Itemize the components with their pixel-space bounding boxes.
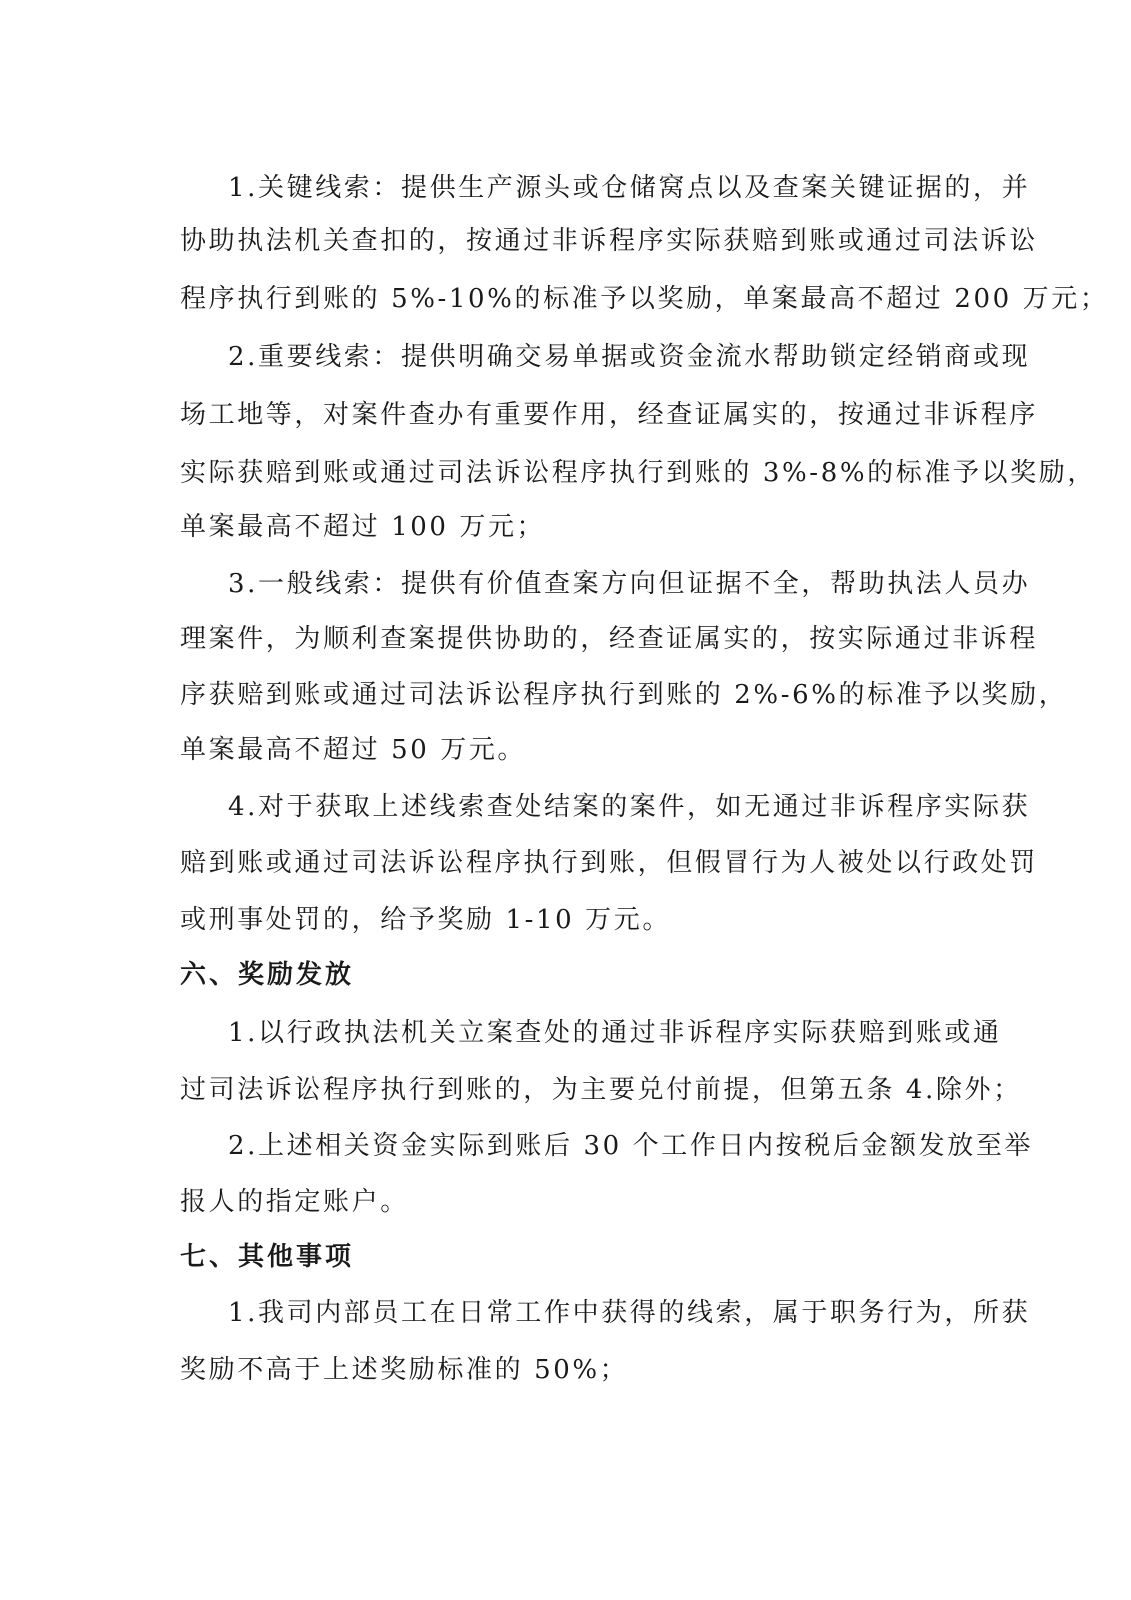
paragraph-line: 实际获赔到账或通过司法诉讼程序执行到账的 3%-8%的标准予以奖励， — [180, 458, 1096, 488]
paragraph-line: 过司法诉讼程序执行到账的，为主要兑付前提，但第五条 4.除外； — [180, 1075, 1022, 1105]
paragraph-line: 2.重要线索：提供明确交易单据或资金流水帮助锁定经销商或现 — [228, 342, 1031, 372]
paragraph-line: 2.上述相关资金实际到账后 30 个工作日内按税后金额发放至举 — [228, 1131, 1034, 1161]
paragraph-line: 报人的指定账户。 — [180, 1187, 409, 1217]
paragraph-line: 程序执行到账的 5%-10%的标准予以奖励，单案最高不超过 200 万元； — [180, 284, 1109, 314]
paragraph-line: 或刑事处罚的，给予奖励 1-10 万元。 — [180, 905, 671, 935]
paragraph-line: 场工地等，对案件查办有重要作用，经查证属实的，按通过非诉程序 — [180, 400, 1039, 430]
paragraph-line: 奖励不高于上述奖励标准的 50%； — [180, 1355, 629, 1385]
section-heading: 六、奖励发放 — [180, 960, 355, 990]
paragraph-line: 3.一般线索：提供有价值查案方向但证据不全，帮助执法人员办 — [228, 569, 1031, 599]
paragraph-line: 1.以行政执法机关立案查处的通过非诉程序实际获赔到账或通 — [228, 1018, 1002, 1048]
paragraph-line: 序获赔到账或通过司法诉讼程序执行到账的 2%-6%的标准予以奖励， — [180, 680, 1068, 710]
paragraph-line: 协助执法机关查扣的，按通过非诉程序实际获赔到账或通过司法诉讼 — [180, 226, 1039, 256]
paragraph-line: 单案最高不超过 50 万元。 — [180, 735, 527, 765]
paragraph-line: 1.关键线索：提供生产源头或仓储窝点以及查案关键证据的，并 — [228, 173, 1031, 203]
paragraph-line: 4.对于获取上述线索查处结案的案件，如无通过非诉程序实际获 — [228, 792, 1031, 822]
paragraph-line: 1.我司内部员工在日常工作中获得的线索，属于职务行为，所获 — [228, 1298, 1031, 1328]
paragraph-line: 理案件，为顺利查案提供协助的，经查证属实的，按实际通过非诉程 — [180, 624, 1039, 654]
paragraph-line: 赔到账或通过司法诉讼程序执行到账，但假冒行为人被处以行政处罚 — [180, 848, 1039, 878]
section-heading: 七、其他事项 — [180, 1242, 355, 1272]
paragraph-line: 单案最高不超过 100 万元； — [180, 512, 546, 542]
